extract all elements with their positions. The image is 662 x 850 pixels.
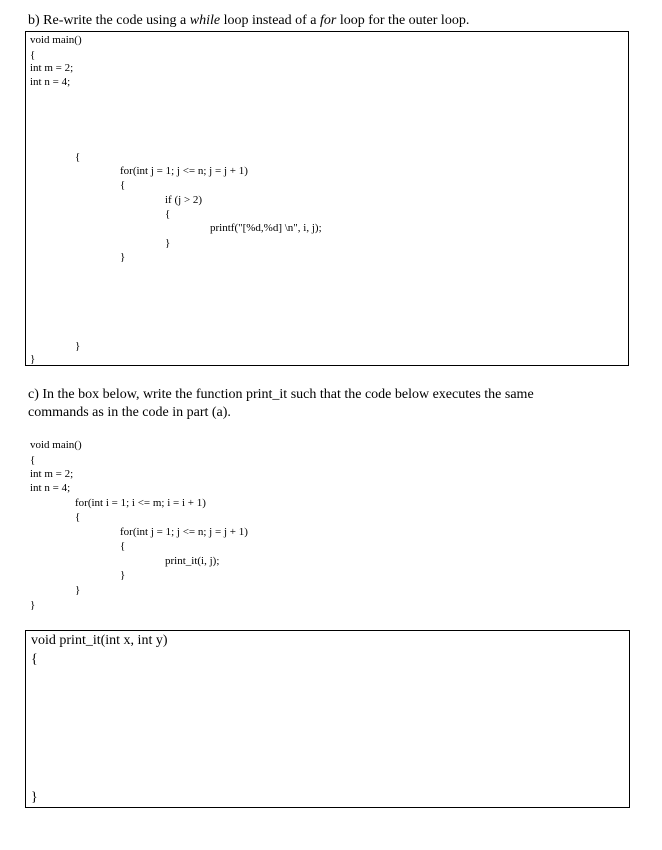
part-b-question-mid: loop instead of a (220, 13, 320, 28)
b-inner-close: } (120, 251, 126, 263)
b-if-open: { (165, 208, 171, 220)
b-printf-stmt: printf("[%d,%d] \n", i, j); (210, 222, 322, 234)
part-c-answer-box[interactable] (25, 630, 630, 808)
part-c-question-line1: c) In the box below, write the function print_it such that the code below executes the same (28, 387, 534, 402)
c-outer-close: } (75, 584, 81, 596)
c-outer-for: for(int i = 1; i <= m; i = i + 1) (75, 497, 206, 509)
c-outer-open: { (75, 511, 81, 523)
b-inner-open: { (120, 179, 126, 191)
b-outer-close: } (75, 340, 81, 352)
b-open-main: { (30, 49, 36, 61)
b-if-stmt: if (j > 2) (165, 194, 203, 206)
c-close-main: } (30, 599, 36, 611)
c-main-decl: void main() (30, 439, 82, 451)
part-b-code-box[interactable] (25, 31, 629, 366)
part-b-question (28, 12, 469, 30)
b-main-decl: void main() (30, 34, 82, 46)
b-n-decl: int n = 4; (30, 76, 71, 88)
part-b-question-for: for (320, 13, 337, 28)
c-func-close: } (31, 790, 38, 805)
c-call-stmt: print_it(i, j); (165, 555, 220, 567)
c-inner-close: } (120, 569, 126, 581)
b-if-close: } (165, 237, 171, 249)
c-func-decl: void print_it(int x, int y) (31, 633, 168, 648)
c-open-main: { (30, 454, 36, 466)
c-inner-for: for(int j = 1; j <= n; j = j + 1) (120, 526, 248, 538)
c-inner-open: { (120, 540, 126, 552)
c-m-decl: int m = 2; (30, 468, 74, 480)
part-c-question-line2: commands as in the code in part (a). (28, 405, 231, 420)
b-m-decl: int m = 2; (30, 62, 74, 74)
part-b-question-suffix: loop for the outer loop. (336, 13, 470, 28)
part-b-question-while: while (189, 13, 221, 28)
part-b-question-prefix: b) Re-write the code using a (28, 13, 190, 28)
b-close-main: } (30, 353, 36, 365)
b-outer-open: { (75, 151, 81, 163)
c-n-decl: int n = 4; (30, 482, 71, 494)
c-func-open: { (31, 652, 38, 667)
b-inner-for: for(int j = 1; j <= n; j = j + 1) (120, 165, 248, 177)
